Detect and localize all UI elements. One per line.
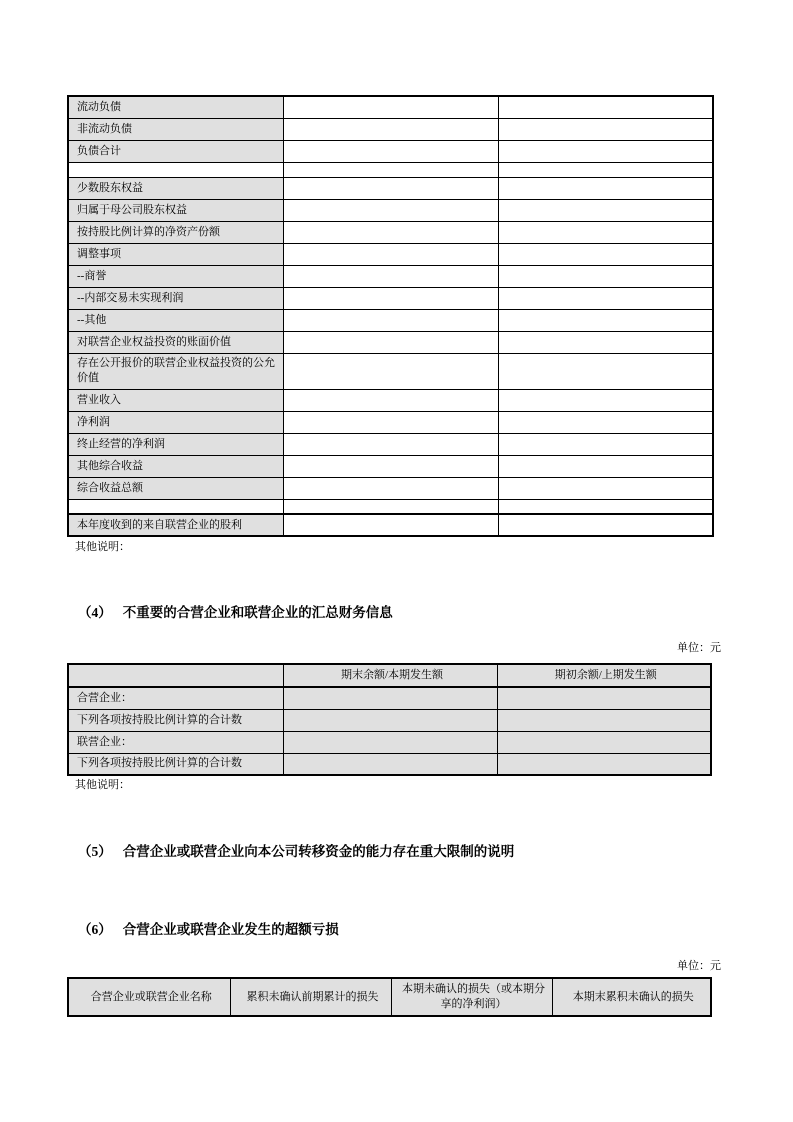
table-row: [68, 477, 713, 499]
table-row: [68, 243, 713, 265]
value-cell: [283, 389, 498, 411]
other-note-label: 其他说明：: [75, 779, 130, 791]
value-cell: [498, 96, 713, 118]
value-cell: [283, 309, 498, 331]
value-cell: [498, 353, 713, 389]
table-row: [68, 177, 713, 199]
value-cell: [498, 411, 713, 433]
value-cell: [498, 389, 713, 411]
value-cell: [498, 477, 713, 499]
value-cell: [498, 221, 713, 243]
value-cell: [283, 265, 498, 287]
section5-title: 合营企业或联营企业向本公司转移资金的能力存在重大限制的说明: [122, 844, 515, 859]
row-label: 存在公开报价的联营企业权益投资的公允价值: [68, 353, 283, 389]
row-label: --其他: [68, 309, 283, 331]
value-cell: [498, 118, 713, 140]
value-cell: [498, 514, 713, 536]
table-row: [68, 309, 713, 331]
value-cell: [283, 731, 497, 753]
column-header: [68, 664, 283, 687]
row-label: --商誉: [68, 265, 283, 287]
column-header: 合营企业或联营企业名称: [68, 978, 230, 1016]
column-header: 本期未确认的损失（或本期分享的净利润）: [391, 978, 552, 1016]
section4-heading: [78, 604, 393, 621]
value-cell: [283, 433, 498, 455]
value-cell: [283, 243, 498, 265]
other-note-label: 其他说明：: [75, 541, 130, 553]
table-row: [68, 411, 713, 433]
value-cell: [283, 177, 498, 199]
row-label: 负债合计: [68, 140, 283, 162]
value-cell: [498, 243, 713, 265]
excess-loss-table: [67, 977, 712, 1017]
table-row: [68, 265, 713, 287]
value-cell: [283, 331, 498, 353]
row-label: 净利润: [68, 411, 283, 433]
section6-number: （6）: [78, 922, 112, 937]
table-row: [68, 753, 711, 775]
column-header: 累积未确认前期累计的损失: [230, 978, 391, 1016]
value-cell: [283, 753, 497, 775]
row-label: 归属于母公司股东权益: [68, 199, 283, 221]
value-cell: [283, 287, 498, 309]
section5-number: （5）: [78, 844, 112, 859]
row-label: [68, 499, 283, 514]
row-label: 少数股东权益: [68, 177, 283, 199]
value-cell: [283, 709, 497, 731]
row-label: 营业收入: [68, 389, 283, 411]
summary-financials-table: [67, 95, 714, 537]
value-cell: [283, 499, 498, 514]
unit-label: 单位：元: [677, 642, 721, 654]
joint-venture-summary-table: [67, 663, 712, 776]
row-label: 终止经营的净利润: [68, 433, 283, 455]
row-label: 按持股比例计算的净资产份额: [68, 221, 283, 243]
value-cell: [283, 477, 498, 499]
value-cell: [498, 331, 713, 353]
table-row: [68, 118, 713, 140]
column-header: 本期末累积未确认的损失: [552, 978, 711, 1016]
row-label: [68, 162, 283, 177]
row-label: 非流动负债: [68, 118, 283, 140]
table-row: [68, 96, 713, 118]
value-cell: [283, 118, 498, 140]
row-label: 本年度收到的来自联营企业的股利: [68, 514, 283, 536]
section6-heading: [78, 921, 339, 938]
value-cell: [498, 265, 713, 287]
section4-title: 不重要的合营企业和联营企业的汇总财务信息: [122, 605, 393, 620]
table-row: [68, 514, 713, 536]
row-label: 调整事项: [68, 243, 283, 265]
table-row: [68, 389, 713, 411]
value-cell: [283, 96, 498, 118]
row-label: 流动负债: [68, 96, 283, 118]
table-row: [68, 455, 713, 477]
row-label: 综合收益总额: [68, 477, 283, 499]
value-cell: [498, 177, 713, 199]
value-cell: [283, 221, 498, 243]
section6-title: 合营企业或联营企业发生的超额亏损: [122, 922, 339, 937]
column-header: 期末余额/本期发生额: [283, 664, 497, 687]
value-cell: [498, 455, 713, 477]
table-row-empty: [68, 162, 713, 177]
row-label: 对联营企业权益投资的账面价值: [68, 331, 283, 353]
value-cell: [498, 287, 713, 309]
row-label: 合营企业：: [68, 687, 283, 709]
table-row: [68, 731, 711, 753]
value-cell: [498, 162, 713, 177]
value-cell: [283, 140, 498, 162]
value-cell: [283, 687, 497, 709]
section4-number: （4）: [78, 605, 112, 620]
row-label: --内部交易未实现利润: [68, 287, 283, 309]
column-header: 期初余额/上期发生额: [497, 664, 711, 687]
value-cell: [283, 353, 498, 389]
row-label: 下列各项按持股比例计算的合计数: [68, 709, 283, 731]
table-row: [68, 221, 713, 243]
value-cell: [497, 709, 711, 731]
unit-label: 单位：元: [677, 960, 721, 972]
row-label: 联营企业：: [68, 731, 283, 753]
table-row: [68, 353, 713, 389]
value-cell: [283, 455, 498, 477]
row-label: 其他综合收益: [68, 455, 283, 477]
value-cell: [498, 499, 713, 514]
table-row: [68, 140, 713, 162]
value-cell: [498, 309, 713, 331]
value-cell: [283, 514, 498, 536]
value-cell: [498, 199, 713, 221]
header-row: [68, 978, 711, 1016]
value-cell: [498, 433, 713, 455]
table-row: [68, 709, 711, 731]
table-row: [68, 433, 713, 455]
table-row: [68, 199, 713, 221]
header-row: [68, 664, 711, 687]
value-cell: [497, 687, 711, 709]
table-row-empty: [68, 499, 713, 514]
value-cell: [497, 731, 711, 753]
row-label: 下列各项按持股比例计算的合计数: [68, 753, 283, 775]
section5-heading: [78, 843, 514, 860]
value-cell: [283, 199, 498, 221]
value-cell: [498, 140, 713, 162]
table-row: [68, 331, 713, 353]
table-row: [68, 287, 713, 309]
value-cell: [283, 411, 498, 433]
value-cell: [283, 162, 498, 177]
value-cell: [497, 753, 711, 775]
table-row: [68, 687, 711, 709]
